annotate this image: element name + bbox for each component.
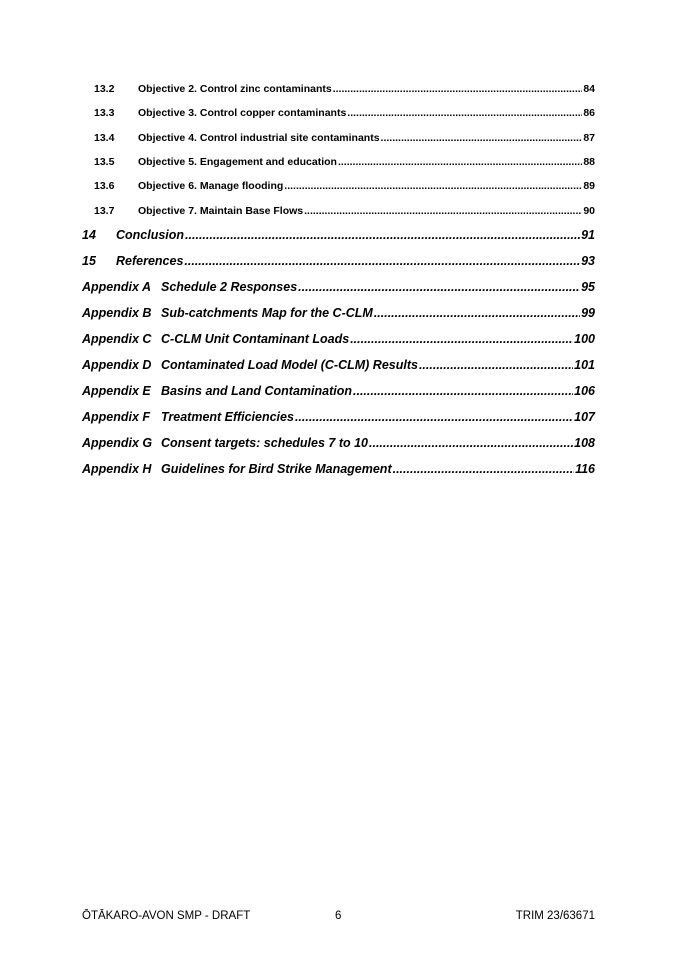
toc-entry-number: 13.6: [94, 180, 115, 192]
toc-entry-title: Contaminated Load Model (C-CLM) Results: [161, 358, 418, 372]
dot-leader: [419, 358, 573, 372]
toc-entry-page: 90: [583, 205, 595, 217]
toc-entry-page: 101: [574, 358, 595, 372]
toc-entry-page: 87: [583, 132, 595, 144]
dot-leader: [338, 156, 582, 168]
toc-entry-number: 15: [82, 254, 96, 268]
toc-entry-page: 86: [583, 107, 595, 119]
toc-entry-appendix-f[interactable]: [82, 410, 595, 424]
toc-entry-page: 84: [583, 83, 595, 95]
toc-entry-14[interactable]: [82, 228, 595, 242]
dot-leader: [333, 83, 583, 95]
footer-document-title: ŌTĀKARO-AVON SMP - DRAFT: [82, 910, 251, 922]
toc-entry-15[interactable]: [82, 254, 595, 268]
dot-leader: [369, 436, 573, 450]
toc-entry-title: Objective 2. Control zinc contaminants: [138, 83, 332, 95]
toc-entry-page: 95: [581, 280, 595, 294]
dot-leader: [350, 332, 573, 346]
toc-entry-page: 89: [583, 180, 595, 192]
dot-leader: [184, 254, 580, 268]
toc-entry-appendix-c[interactable]: [82, 332, 595, 346]
toc-entry-page: 93: [581, 254, 595, 268]
toc-entry-title: References: [116, 254, 184, 268]
dot-leader: [298, 280, 580, 294]
dot-leader: [353, 384, 573, 398]
dot-leader: [381, 132, 583, 144]
toc-entry-number: 14: [82, 228, 96, 242]
toc-entry-title: Schedule 2 Responses: [161, 280, 298, 294]
toc-entry-13-7[interactable]: [82, 205, 595, 217]
toc-entry-title: Objective 7. Maintain Base Flows: [138, 205, 304, 217]
toc-entry-number: 13.4: [94, 132, 115, 144]
toc-entry-number: 13.7: [94, 205, 115, 217]
dot-leader: [295, 410, 573, 424]
dot-leader: [393, 462, 574, 476]
toc-entry-page: 106: [574, 384, 595, 398]
toc-entry-number: Appendix G: [82, 436, 153, 450]
toc-entry-appendix-a[interactable]: [82, 280, 595, 294]
toc-entry-title: Objective 3. Control copper contaminants: [138, 107, 347, 119]
dot-leader: [304, 205, 582, 217]
dot-leader: [347, 107, 582, 119]
toc-entry-page: 107: [574, 410, 595, 424]
toc-entry-title: Conclusion: [116, 228, 185, 242]
dot-leader: [374, 306, 580, 320]
toc-entry-page: 99: [581, 306, 595, 320]
footer-trim-reference: TRIM 23/63671: [515, 910, 595, 922]
toc-entry-13-4[interactable]: [82, 132, 595, 144]
dot-leader: [185, 228, 580, 242]
toc-entry-title: Objective 5. Engagement and education: [138, 156, 337, 168]
toc-entry-title: Guidelines for Bird Strike Management: [161, 462, 392, 476]
toc-entry-title: Consent targets: schedules 7 to 10: [161, 436, 369, 450]
toc-entry-title: Objective 6. Manage flooding: [138, 180, 284, 192]
toc-entry-appendix-h[interactable]: [82, 462, 595, 476]
toc-entry-page: 88: [583, 156, 595, 168]
toc-entry-page: 100: [574, 332, 595, 346]
toc-entry-13-2[interactable]: [82, 83, 595, 95]
dot-leader: [284, 180, 582, 192]
toc-entry-number: Appendix H: [82, 462, 152, 476]
toc-entry-page: 91: [581, 228, 595, 242]
toc-entry-number: Appendix F: [82, 410, 151, 424]
toc-entry-number: 13.3: [94, 107, 115, 119]
toc-entry-13-3[interactable]: [82, 107, 595, 119]
toc-entry-title: C-CLM Unit Contaminant Loads: [161, 332, 350, 346]
toc-entry-number: 13.5: [94, 156, 115, 168]
toc-entry-title: Treatment Efficiencies: [161, 410, 294, 424]
toc-entry-number: Appendix D: [82, 358, 152, 372]
toc-entry-appendix-g[interactable]: [82, 436, 595, 450]
toc-entry-number: Appendix A: [82, 280, 151, 294]
toc-entry-13-6[interactable]: [82, 180, 595, 192]
toc-entry-number: Appendix C: [82, 332, 152, 346]
toc-entry-page: 108: [574, 436, 595, 450]
toc-entry-page: 116: [575, 462, 595, 476]
toc-entry-appendix-b[interactable]: [82, 306, 595, 320]
toc-entry-number: 13.2: [94, 83, 115, 95]
toc-entry-appendix-d[interactable]: [82, 358, 595, 372]
toc-entry-title: Basins and Land Contamination: [161, 384, 352, 398]
toc-entry-number: Appendix E: [82, 384, 151, 398]
toc-entry-13-5[interactable]: [82, 156, 595, 168]
footer-page-number: 6: [335, 910, 342, 922]
toc-entry-appendix-e[interactable]: [82, 384, 595, 398]
toc-entry-title: Objective 4. Control industrial site contaminants: [138, 132, 380, 144]
toc-entry-number: Appendix B: [82, 306, 152, 320]
toc-entry-title: Sub-catchments Map for the C-CLM: [161, 306, 373, 320]
